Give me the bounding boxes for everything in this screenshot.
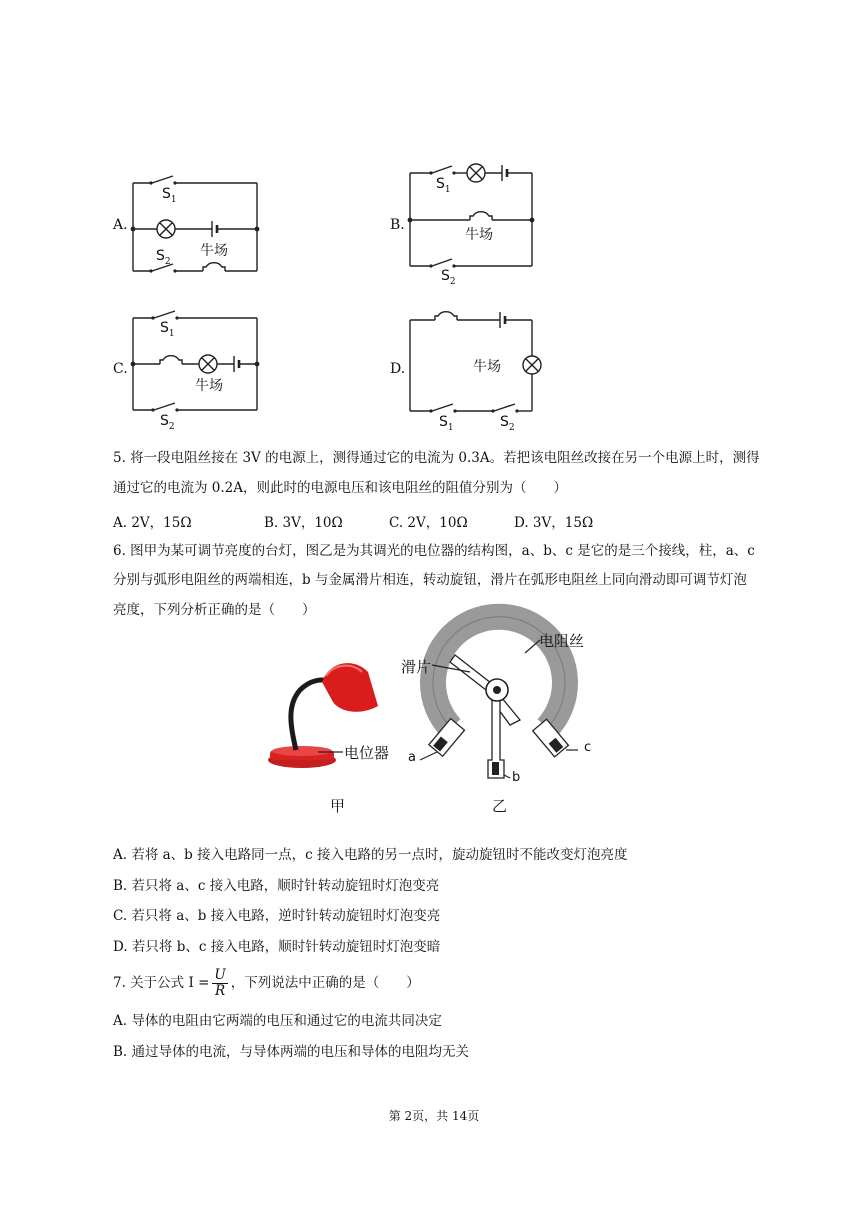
circuit-d-buzzer-label: 牛场	[473, 359, 501, 375]
page-footer: 第 2页，共 14页	[388, 1109, 480, 1123]
q7-option-b: B. 通过导体的电流，与导体两端的电压和导体的电阻均无关	[113, 1044, 470, 1060]
q5-line-1: 5. 将一段电阻丝接在 3V 的电源上，测得通过它的电流为 0.3A。若把该电阻丝改接在另一个电源上时，测得	[113, 450, 760, 466]
q5-choice-b: B. 3V，10Ω	[264, 515, 343, 531]
q6-line-3: 亮度，下列分析正确的是（ ）	[113, 602, 316, 618]
circuit-a-letter: A.	[113, 217, 128, 233]
circuit-b-s2-label: $S_2$	[441, 268, 456, 287]
q7-formula-fraction	[212, 968, 227, 999]
q6-line-1: 6. 图甲为某可调节亮度的台灯，图乙是为其调光的电位器的结构图，a、b、c 是它的是三个接线，柱，a、c	[113, 543, 755, 559]
q7-option-a: A. 导体的电阻由它两端的电压和通过它的电流共同决定	[113, 1013, 442, 1029]
q6-option-c: C. 若只将 a、b 接入电路，逆时针转动旋钮时灯泡变亮	[113, 908, 441, 924]
q6-option-b: B. 若只将 a、c 接入电路，顺时针转动旋钮时灯泡变亮	[113, 878, 440, 894]
circuit-d-s2-label: $S_2$	[500, 414, 515, 433]
circuit-d-letter: D.	[390, 361, 406, 377]
q5-line-2: 通过它的电流为 0.2A，则此时的电源电压和该电阻丝的阻值分别为（ ）	[113, 480, 568, 496]
circuit-b-buzzer-label: 牛场	[465, 227, 493, 243]
circuit-a-buzzer-label: 牛场	[200, 243, 228, 259]
circuit-c-buzzer-label: 牛场	[195, 378, 223, 394]
terminal-b-label: b	[512, 770, 521, 785]
circuit-b-s1-label: $S_1$	[436, 176, 451, 195]
circuit-a-s1-label: $S_1$	[162, 186, 177, 205]
potentiometer-wire-label: 电阻丝	[539, 632, 585, 650]
q7-denominator: R	[215, 982, 226, 999]
circuit-d-s1-label: $S_1$	[439, 414, 454, 433]
q7-prefix: 7. 关于公式 I =	[113, 975, 210, 991]
q5-choice-a: A. 2V，15Ω	[113, 515, 192, 531]
q7-stem	[113, 965, 420, 1001]
circuit-b-letter: B.	[390, 217, 405, 233]
terminal-c-label: c	[584, 740, 592, 755]
q6-option-a: A. 若将 a、b 接入电路同一点，c 接入电路的另一点时，旋动旋钮时不能改变灯泡亮度	[113, 847, 628, 863]
q5-choice-d: D. 3V，15Ω	[514, 515, 594, 531]
circuit-c-s2-label: $S_2$	[160, 413, 175, 432]
q7-numerator: U	[214, 966, 226, 983]
fig-yi-label: 乙	[492, 797, 508, 815]
potentiometer-slider-label: 滑片	[401, 658, 432, 676]
q6-line-2: 分别与弧形电阻丝的两端相连，b 与金属滑片相连，转动旋钮，滑片在弧形电阻丝上同向滑动即可调节灯泡	[113, 572, 747, 588]
q7-suffix: ，下列说法中正确的是（ ）	[230, 975, 420, 991]
circuit-a-s2-label: $S_2$	[156, 248, 171, 267]
circuit-c-s1-label: $S_1$	[160, 320, 175, 339]
q5-choice-c: C. 2V，10Ω	[389, 515, 468, 531]
circuit-c-letter: C.	[113, 361, 128, 377]
terminal-a-label: a	[408, 750, 416, 765]
q6-option-d: D. 若只将 b、c 接入电路，顺时针转动旋钮时灯泡变暗	[113, 939, 441, 955]
fig-jia-label: 甲	[330, 797, 346, 815]
lamp-label: 电位器	[344, 744, 390, 762]
